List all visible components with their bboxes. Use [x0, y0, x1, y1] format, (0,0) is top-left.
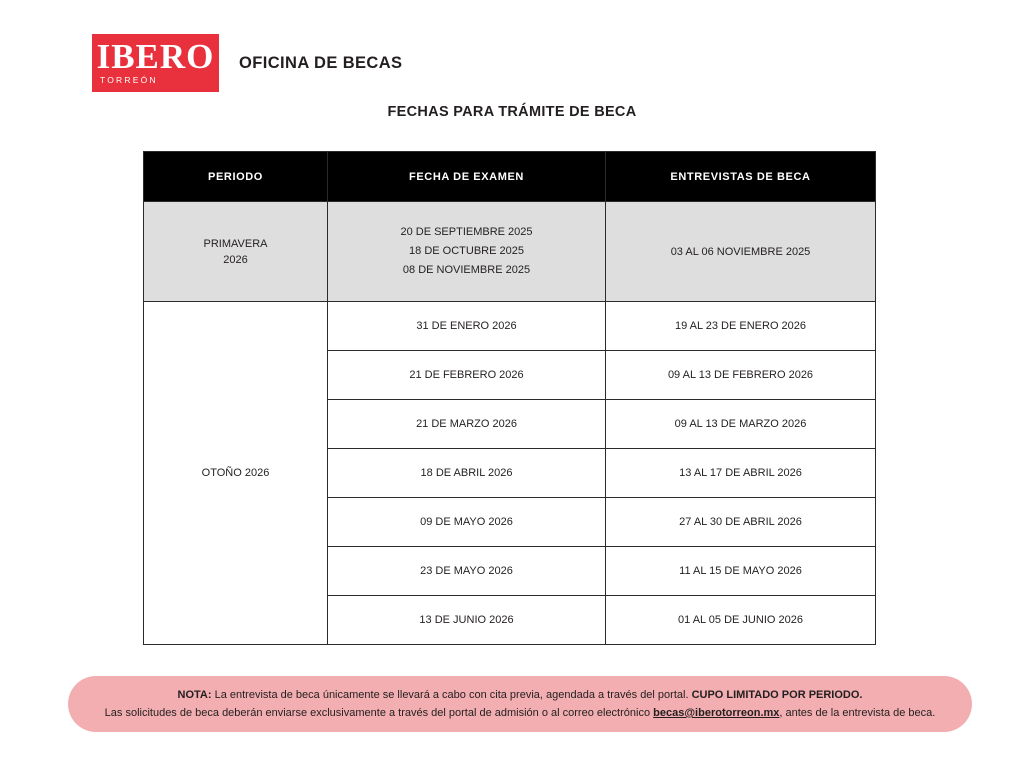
period-cell-otono: OTOÑO 2026 [144, 302, 328, 645]
exam-dates-cell: 09 DE MAYO 2026 [328, 498, 606, 547]
interview-dates-cell: 11 AL 15 DE MAYO 2026 [606, 547, 876, 596]
column-header-periodo: PERIODO [144, 152, 328, 202]
exam-date: 08 DE NOVIEMBRE 2025 [402, 264, 531, 276]
exam-date: 20 DE SEPTIEMBRE 2025 [400, 226, 533, 238]
interview-dates-cell: 19 AL 23 DE ENERO 2026 [606, 302, 876, 351]
page-header [92, 34, 402, 92]
period-label-line2: 2026 [223, 253, 248, 266]
table-body [144, 202, 876, 645]
table-row [144, 202, 876, 302]
exam-dates-cell: 21 DE MARZO 2026 [328, 400, 606, 449]
note-emphasis: CUPO LIMITADO POR PERIODO. [691, 689, 863, 701]
exam-dates-cell: 18 DE ABRIL 2026 [328, 449, 606, 498]
note-line-1 [178, 688, 863, 702]
interview-dates-cell: 03 AL 06 NOVIEMBRE 2025 [606, 202, 876, 302]
exam-dates-cell: 21 DE FEBRERO 2026 [328, 351, 606, 400]
interview-dates-cell: 09 AL 13 DE FEBRERO 2026 [606, 351, 876, 400]
table-header-row [144, 152, 876, 202]
table-header [144, 152, 876, 202]
note-line-2 [105, 706, 936, 720]
exam-dates-cell: 23 DE MAYO 2026 [328, 547, 606, 596]
column-header-fecha-examen: FECHA DE EXAMEN [328, 152, 606, 202]
exam-dates-cell [328, 202, 606, 302]
note-text: La entrevista de beca únicamente se llevará a cabo con cita previa, agendada a través del portal. [211, 689, 692, 701]
exam-dates-cell: 31 DE ENERO 2026 [328, 302, 606, 351]
note-banner [68, 676, 972, 732]
period-label-line1: PRIMAVERA [203, 237, 268, 250]
logo-campus-label: TORREÓN [100, 74, 158, 85]
table-row [144, 302, 876, 351]
logo-wordmark: IBERO [96, 36, 215, 76]
note-line2-suffix: , antes de la entrevista de beca. [779, 707, 936, 719]
exam-date: 18 DE OCTUBRE 2025 [409, 245, 524, 257]
period-cell-primavera [144, 202, 328, 302]
schedule-table-container [143, 151, 875, 645]
exam-dates-cell: 13 DE JUNIO 2026 [328, 596, 606, 645]
note-email-link[interactable]: becas@iberotorreon.mx [653, 707, 780, 719]
interview-dates-cell: 27 AL 30 DE ABRIL 2026 [606, 498, 876, 547]
ibero-logo [92, 34, 219, 92]
interview-dates-cell: 13 AL 17 DE ABRIL 2026 [606, 449, 876, 498]
interview-dates-cell: 01 AL 05 DE JUNIO 2026 [606, 596, 876, 645]
note-label: NOTA: [177, 689, 212, 701]
note-line2-prefix: Las solicitudes de beca deberán enviarse exclusivamente a través del portal de admisión o al correo electrónico [104, 707, 654, 719]
schedule-table [143, 151, 876, 645]
column-header-entrevistas: ENTREVISTAS DE BECA [606, 152, 876, 202]
page-title: FECHAS PARA TRÁMITE DE BECA [387, 104, 637, 120]
interview-dates-cell: 09 AL 13 DE MARZO 2026 [606, 400, 876, 449]
office-title: OFICINA DE BECAS [239, 53, 403, 72]
